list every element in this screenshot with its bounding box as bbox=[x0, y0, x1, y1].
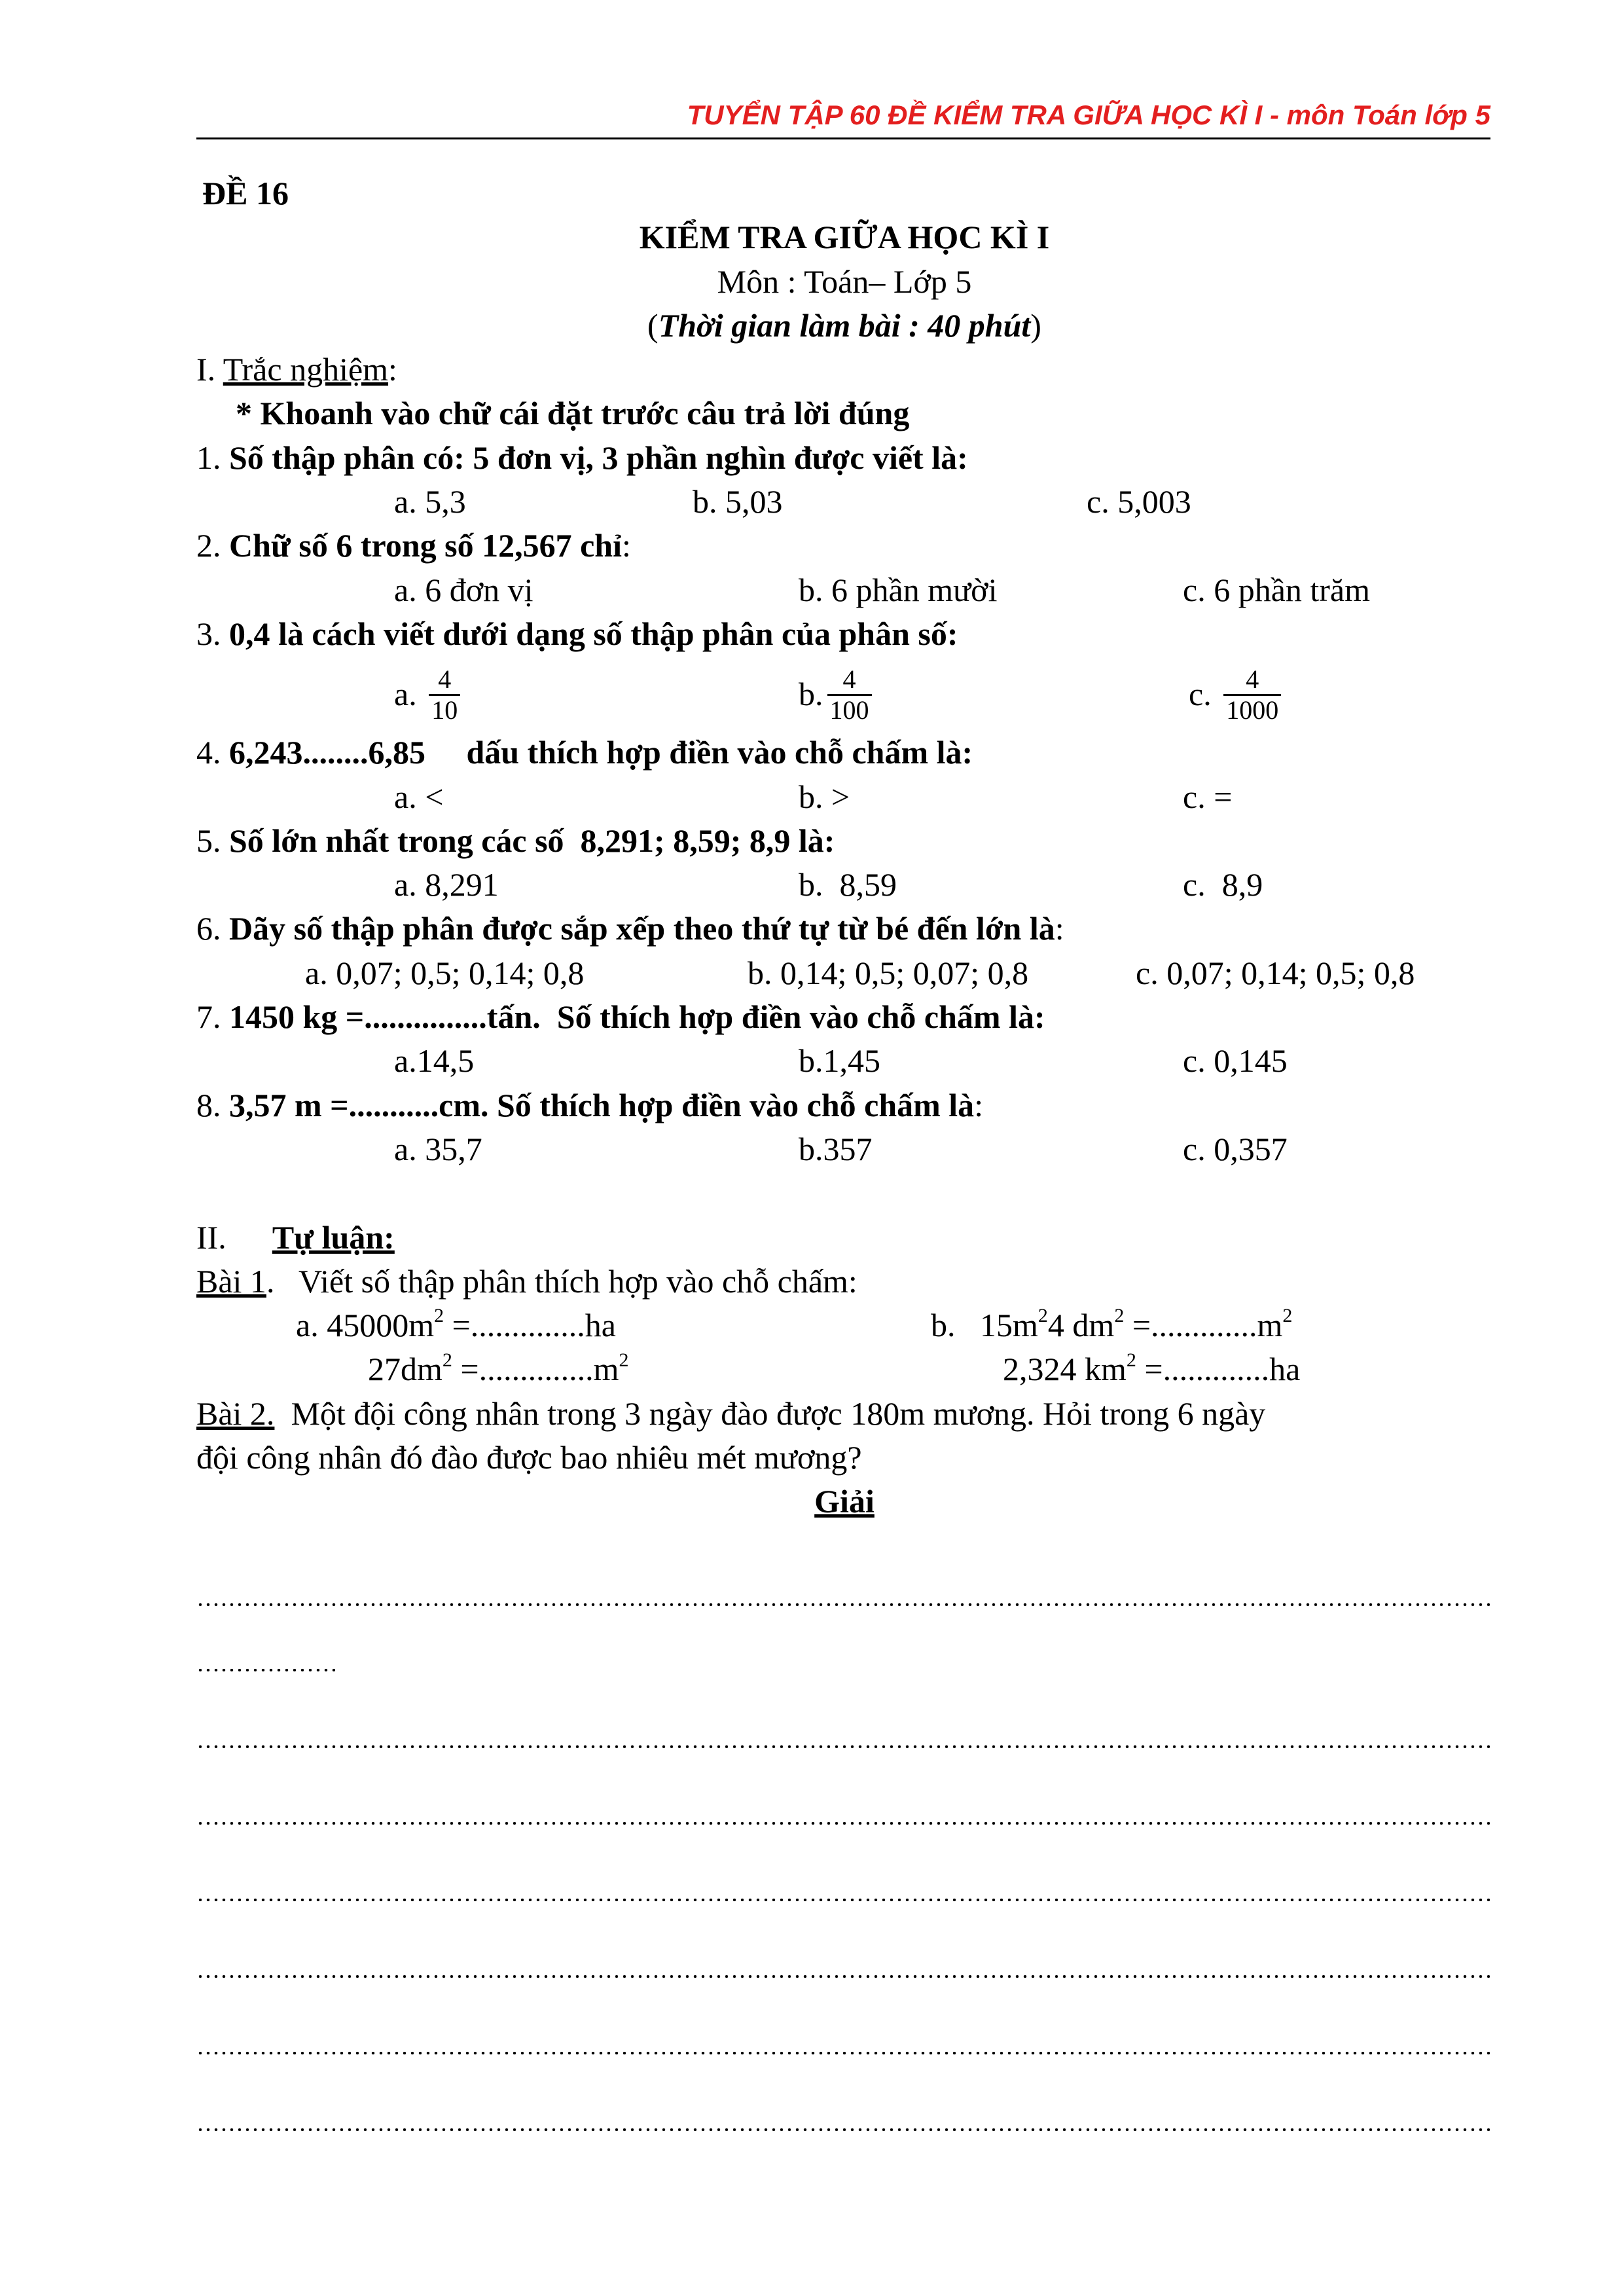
exam-subject: Môn : Toán– Lớp 5 bbox=[717, 263, 972, 300]
question-number: 3. bbox=[196, 615, 229, 652]
question-7-options bbox=[196, 1039, 1492, 1083]
expr-part: b. 15m bbox=[931, 1307, 1038, 1344]
question-text: 3,57 m =...........cm. Số thích hợp điền vào chỗ chấm là bbox=[229, 1086, 975, 1123]
question-8-options bbox=[196, 1127, 1492, 1171]
superscript: 2 bbox=[442, 1349, 452, 1371]
superscript: 2 bbox=[1282, 1305, 1293, 1327]
option-a[interactable]: a. 8,291 bbox=[394, 866, 499, 903]
question-number: 5. bbox=[196, 822, 229, 859]
exam-time bbox=[196, 304, 1492, 348]
option-c[interactable]: c. = bbox=[1183, 778, 1233, 815]
option-c[interactable]: c. 5,003 bbox=[1087, 483, 1191, 520]
option-label: a. bbox=[394, 676, 417, 713]
bai1-a2 bbox=[368, 1347, 629, 1391]
answer-line[interactable] bbox=[196, 1839, 1492, 1916]
section1-title: Trắc nghiệm bbox=[223, 351, 389, 388]
question-text: Số thập phân có: 5 đơn vị, 3 phần nghìn được viết là: bbox=[229, 439, 968, 476]
question-2-options bbox=[196, 568, 1492, 612]
exam-content bbox=[196, 172, 1492, 2145]
question-text: Dãy số thập phân được sắp xếp theo thứ tự từ bé đến lớn là bbox=[229, 910, 1055, 947]
time-open: ( bbox=[647, 306, 659, 344]
giai-title: Giải bbox=[814, 1483, 875, 1520]
dotted-rule bbox=[196, 1603, 1492, 1606]
option-a[interactable]: a. 5,3 bbox=[394, 483, 466, 520]
fraction-denominator: 1000 bbox=[1223, 694, 1281, 725]
option-label: c. bbox=[1189, 676, 1212, 713]
question-1-options bbox=[196, 480, 1492, 524]
question-1 bbox=[196, 436, 1492, 480]
question-number: 6. bbox=[196, 910, 229, 947]
section1-instruction: * Khoanh vào chữ cái đặt trước câu trả lời đúng bbox=[236, 395, 910, 432]
bai2-label: Bài 2. bbox=[196, 1394, 275, 1432]
expr-part: =..............m bbox=[452, 1351, 619, 1388]
option-a[interactable] bbox=[394, 665, 460, 727]
dotted-rule bbox=[196, 1669, 335, 1671]
fraction-numerator: 4 bbox=[842, 665, 856, 695]
superscript: 2 bbox=[619, 1349, 629, 1371]
option-b[interactable]: b. 8,59 bbox=[799, 866, 897, 903]
option-label: b. bbox=[799, 676, 823, 713]
answer-line[interactable] bbox=[196, 2069, 1492, 2145]
option-b[interactable]: b. 0,14; 0,5; 0,07; 0,8 bbox=[748, 954, 1029, 991]
question-5-options bbox=[196, 863, 1492, 907]
fraction-numerator: 4 bbox=[438, 665, 452, 695]
expr-part: a. 45000m bbox=[296, 1307, 435, 1344]
question-6 bbox=[196, 907, 1492, 951]
question-number: 8. bbox=[196, 1086, 229, 1123]
bai1-row-2 bbox=[196, 1347, 1492, 1391]
option-b[interactable]: b. 5,03 bbox=[693, 483, 783, 520]
dotted-rule bbox=[196, 2052, 1492, 2054]
question-tail: : bbox=[974, 1086, 984, 1123]
expr-part: 27dm bbox=[368, 1351, 442, 1388]
answer-line[interactable] bbox=[196, 1544, 1492, 1620]
fraction-denominator: 100 bbox=[827, 694, 872, 725]
expr-part: =.............ha bbox=[1136, 1351, 1301, 1388]
question-number: 2. bbox=[196, 527, 229, 564]
answer-line[interactable] bbox=[196, 1686, 1492, 1762]
section1-heading bbox=[196, 348, 1492, 392]
option-b[interactable]: b.1,45 bbox=[799, 1042, 880, 1080]
bai1-dot: . bbox=[266, 1262, 275, 1300]
question-text: Số lớn nhất trong các số 8,291; 8,59; 8,9 là: bbox=[229, 822, 835, 859]
option-b[interactable]: b.357 bbox=[799, 1130, 873, 1167]
bai1-heading bbox=[196, 1260, 1492, 1303]
spacer bbox=[196, 1524, 1492, 1544]
fraction-numerator: 4 bbox=[1246, 665, 1259, 695]
question-4 bbox=[196, 731, 1492, 774]
question-6-options bbox=[196, 951, 1492, 995]
bai2-line-2: đội công nhân đó đào được bao nhiêu mét mương? bbox=[196, 1439, 862, 1476]
option-a[interactable]: a. 6 đơn vị bbox=[394, 571, 533, 608]
answer-line[interactable] bbox=[196, 1620, 1492, 1686]
question-7 bbox=[196, 995, 1492, 1039]
answer-line[interactable] bbox=[196, 1992, 1492, 2069]
option-a[interactable]: a. < bbox=[394, 778, 444, 815]
question-tail: : bbox=[1055, 910, 1064, 947]
bai1-a1 bbox=[296, 1303, 616, 1347]
option-a[interactable]: a. 0,07; 0,5; 0,14; 0,8 bbox=[305, 954, 585, 991]
question-tail: : bbox=[621, 527, 631, 564]
question-8 bbox=[196, 1084, 1492, 1127]
option-a[interactable]: a.14,5 bbox=[394, 1042, 475, 1080]
time-close: ) bbox=[1030, 306, 1041, 344]
dotted-rule bbox=[196, 2128, 1492, 2131]
bai1-b1 bbox=[931, 1303, 1292, 1347]
exam-number: ĐỀ 16 bbox=[202, 175, 289, 211]
option-c[interactable]: c. 0,145 bbox=[1183, 1042, 1288, 1080]
section2-heading bbox=[196, 1216, 1492, 1260]
expr-part: 4 dm bbox=[1047, 1307, 1115, 1344]
superscript: 2 bbox=[1126, 1349, 1136, 1371]
option-b[interactable]: b. > bbox=[799, 778, 850, 815]
time-text: Thời gian làm bài : 40 phút bbox=[658, 306, 1031, 344]
option-c[interactable]: c. 6 phần trăm bbox=[1183, 571, 1371, 608]
question-text: Chữ số 6 trong số 12,567 chỉ bbox=[229, 527, 622, 564]
question-text: 0,4 là cách viết dưới dạng số thập phân của phân số: bbox=[229, 615, 958, 652]
spacer bbox=[196, 1171, 1492, 1215]
question-4-options bbox=[196, 775, 1492, 819]
option-c[interactable]: c. 0,07; 0,14; 0,5; 0,8 bbox=[1136, 954, 1415, 991]
section1-roman: I. bbox=[196, 351, 223, 388]
bai1-label: Bài 1 bbox=[196, 1262, 266, 1300]
option-b[interactable]: b. 6 phần mười bbox=[799, 571, 998, 608]
superscript: 2 bbox=[1038, 1305, 1048, 1327]
section1-colon: : bbox=[388, 351, 397, 388]
question-number: 4. bbox=[196, 734, 229, 771]
option-c[interactable]: c. 0,357 bbox=[1183, 1130, 1288, 1167]
expr-part: =..............ha bbox=[444, 1307, 616, 1344]
dotted-rule bbox=[196, 1899, 1492, 1901]
bai2-line-1 bbox=[196, 1392, 1492, 1436]
fraction bbox=[429, 665, 460, 725]
section2-title: Tự luận: bbox=[272, 1218, 395, 1256]
option-c[interactable]: c. 8,9 bbox=[1183, 866, 1263, 903]
question-number: 7. bbox=[196, 998, 229, 1036]
question-3-options bbox=[196, 656, 1492, 731]
option-c[interactable] bbox=[1189, 665, 1281, 727]
dotted-rule bbox=[196, 1975, 1492, 1978]
bai1-b2 bbox=[1003, 1347, 1300, 1391]
question-text: 1450 kg =...............tấn. Số thích hợp điền vào chỗ chấm là: bbox=[229, 998, 1045, 1036]
bai1-text: Viết số thập phân thích hợp vào chỗ chấm: bbox=[274, 1262, 857, 1300]
fraction bbox=[827, 665, 872, 725]
exam-title: KIỂM TRA GIỮA HỌC KÌ I bbox=[639, 219, 1050, 256]
answer-line[interactable] bbox=[196, 1762, 1492, 1839]
dotted-rule bbox=[196, 1822, 1492, 1825]
question-text: 6,243........6,85 dấu thích hợp điền vào chỗ chấm là: bbox=[229, 734, 973, 771]
question-2 bbox=[196, 524, 1492, 568]
section2-roman: II. bbox=[196, 1218, 226, 1256]
expr-part: 2,324 km bbox=[1003, 1351, 1127, 1388]
bai1-row-1 bbox=[196, 1303, 1492, 1347]
bai2-text-1: Một đội công nhân trong 3 ngày đào được 180m mương. Hỏi trong 6 ngày bbox=[274, 1394, 1266, 1432]
superscript: 2 bbox=[434, 1305, 444, 1327]
dotted-rule bbox=[196, 1745, 1492, 1748]
fraction-denominator: 10 bbox=[429, 694, 460, 725]
page-header: TUYỂN TẬP 60 ĐỀ KIỂM TRA GIỮA HỌC KÌ I - môn Toán lớp 5 bbox=[196, 97, 1490, 139]
superscript: 2 bbox=[1114, 1305, 1125, 1327]
question-number: 1. bbox=[196, 439, 229, 476]
question-5 bbox=[196, 819, 1492, 863]
expr-part: =.............m bbox=[1124, 1307, 1283, 1344]
question-3 bbox=[196, 612, 1492, 656]
fraction bbox=[1223, 665, 1281, 725]
option-b[interactable] bbox=[799, 665, 872, 727]
answer-line[interactable] bbox=[196, 1916, 1492, 1992]
option-a[interactable]: a. 35,7 bbox=[394, 1130, 482, 1167]
